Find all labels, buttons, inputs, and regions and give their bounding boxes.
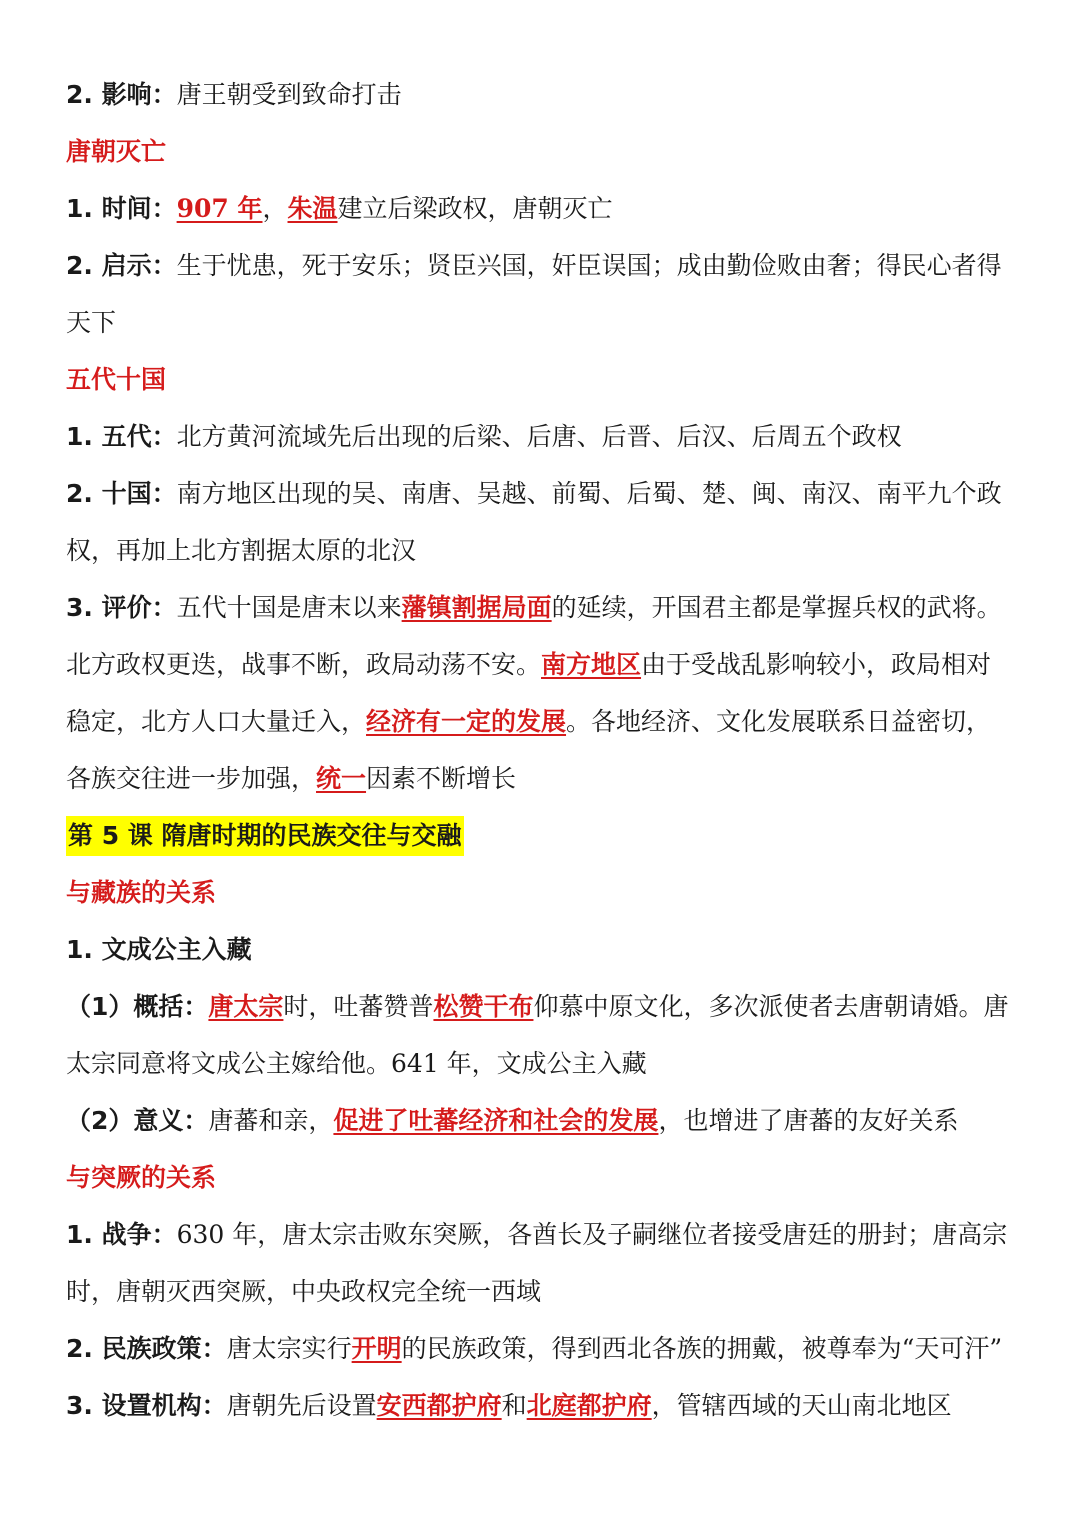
para-ten-kingdoms-cont: 权，再加上北方割据太原的北汉 <box>66 536 417 565</box>
key-term: 经济有一定的发展 <box>366 707 567 736</box>
para-summary <box>66 978 1026 1035</box>
para-institutions <box>66 1377 1026 1434</box>
key-term: 松赞干布 <box>433 992 534 1021</box>
item-text: 的民族政策，得到西北各族的拥戴，被尊奉为“天可汗” <box>401 1334 1003 1363</box>
item-text: 仰慕中原文化，多次派使者去唐朝请婚。唐 <box>533 992 1009 1021</box>
item-text: 的延续，开国君主都是掌握兵权的武将。 <box>551 593 1002 622</box>
item-label: 1. 五代： <box>66 422 177 451</box>
item-label: 2. 民族政策： <box>66 1334 227 1363</box>
item-label: 2. 启示： <box>66 251 177 280</box>
para-impact <box>66 66 1026 123</box>
para-evaluation-cont-1 <box>66 636 1026 693</box>
para-ten-kingdoms <box>66 465 1026 522</box>
key-term: 藩镇割据局面 <box>401 593 552 622</box>
item-label: 3. 设置机构： <box>66 1391 227 1420</box>
key-term: 北庭都护府 <box>526 1391 652 1420</box>
key-term: 唐太宗 <box>208 992 284 1021</box>
lesson-title-row <box>66 807 1026 864</box>
item-label: 3. 评价： <box>66 593 177 622</box>
para-policy <box>66 1320 1026 1377</box>
para-significance <box>66 1092 1026 1149</box>
para-evaluation-cont-3 <box>66 750 1026 807</box>
item-label: 1. 时间： <box>66 194 177 223</box>
item-text: 唐蕃和亲， <box>208 1106 334 1135</box>
item-text: 因素不断增长 <box>366 764 517 793</box>
para-time <box>66 180 1026 237</box>
para-summary-cont: 太宗同意将文成公主嫁给他。641 年，文成公主入藏 <box>66 1049 647 1078</box>
item-text: 630 年，唐太宗击败东突厥，各酋长及子嗣继位者接受唐廷的册封；唐高宗 <box>176 1220 1008 1249</box>
item-text: 稳定，北方人口大量迁入， <box>66 707 367 736</box>
para-evaluation <box>66 579 1026 636</box>
key-term: 开明 <box>351 1334 402 1363</box>
key-term: 南方地区 <box>541 650 642 679</box>
item-text: ，管辖西域的天山南北地区 <box>651 1391 952 1420</box>
para-five-dynasties <box>66 408 1026 465</box>
item-text: 南方地区出现的吴、南唐、吴越、前蜀、后蜀、楚、闽、南汉、南平九个政 <box>176 479 1002 508</box>
key-term: 促进了吐蕃经济和社会的发展 <box>333 1106 659 1135</box>
item-text: ， <box>262 194 288 223</box>
para-evaluation-cont-2 <box>66 693 1026 750</box>
para-war-cont: 时，唐朝灭西突厥，中央政权完全统一西域 <box>66 1277 542 1306</box>
section-heading-five-dynasties: 五代十国 <box>66 365 167 394</box>
item-text: 唐太宗实行 <box>226 1334 352 1363</box>
item-text: 唐朝先后设置 <box>226 1391 377 1420</box>
document-page <box>66 66 1026 1434</box>
item-text: 各族交往进一步加强， <box>66 764 317 793</box>
lesson-title: 第 5 课 隋唐时期的民族交往与交融 <box>66 816 464 856</box>
key-term: 安西都护府 <box>376 1391 502 1420</box>
section-heading-tang-fall: 唐朝灭亡 <box>66 137 167 166</box>
para-war <box>66 1206 1026 1263</box>
item-label: （1）概括： <box>66 992 209 1021</box>
item-text: 北方黄河流域先后出现的后梁、后唐、后晋、后汉、后周五个政权 <box>176 422 902 451</box>
para-princess: 1. 文成公主入藏 <box>66 935 252 964</box>
para-lesson-cont: 天下 <box>66 308 117 337</box>
item-text: 。各地经济、文化发展联系日益密切， <box>566 707 992 736</box>
item-label: 1. 战争： <box>66 1220 177 1249</box>
section-heading-tibet: 与藏族的关系 <box>66 878 217 907</box>
para-lesson <box>66 237 1026 294</box>
key-term: 907 年 <box>176 194 263 223</box>
item-text: 五代十国是唐末以来 <box>176 593 402 622</box>
item-text: 北方政权更迭，战事不断，政局动荡不安。 <box>66 650 542 679</box>
item-text: 唐王朝受到致命打击 <box>176 80 402 109</box>
item-text: 由于受战乱影响较小，政局相对 <box>641 650 992 679</box>
item-text: 生于忧患，死于安乐；贤臣兴国，奸臣误国；成由勤俭败由奢；得民心者得 <box>176 251 1002 280</box>
section-heading-turks: 与突厥的关系 <box>66 1163 217 1192</box>
item-text: 和 <box>501 1391 527 1420</box>
item-label: 2. 影响： <box>66 80 177 109</box>
item-label: 2. 十国： <box>66 479 177 508</box>
item-text: ，也增进了唐蕃的友好关系 <box>658 1106 959 1135</box>
key-term: 朱温 <box>287 194 338 223</box>
item-label: （2）意义： <box>66 1106 209 1135</box>
item-text: 建立后梁政权，唐朝灭亡 <box>337 194 613 223</box>
key-term: 统一 <box>316 764 367 793</box>
item-text: 时，吐蕃赞普 <box>283 992 434 1021</box>
